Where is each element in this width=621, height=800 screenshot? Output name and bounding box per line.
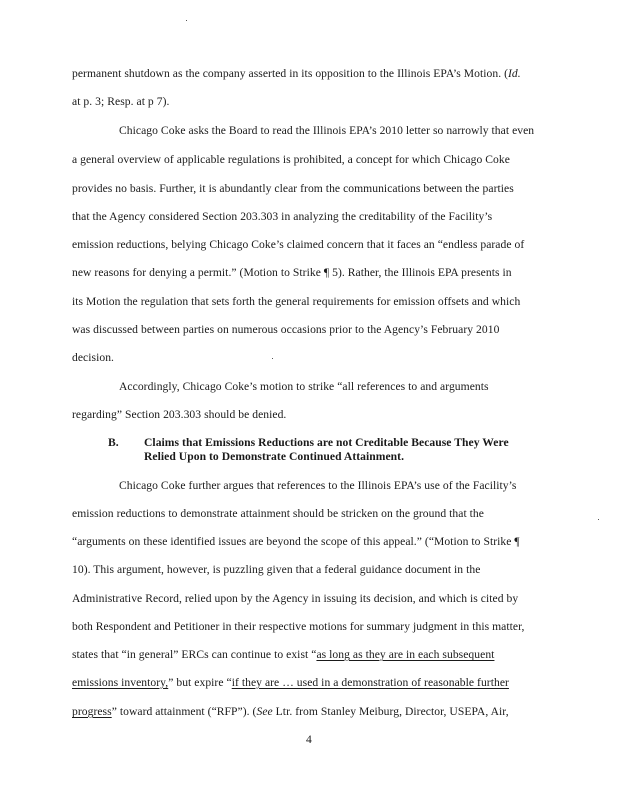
underlined-quote: progress	[72, 705, 112, 718]
citation-id: Id.	[508, 67, 521, 80]
section-letter: B.	[108, 436, 119, 449]
body-text-line: that the Agency considered Section 203.303 in analyzing the creditability of the Facility’s	[72, 210, 493, 223]
body-text-line: new reasons for denying a permit.” (Motion to Strike ¶ 5). Rather, the Illinois EPA presents in	[72, 266, 512, 279]
body-text-line: regarding” Section 203.303 should be denied.	[72, 408, 287, 421]
body-text-line: both Respondent and Petitioner in their respective motions for summary judgment in this matter,	[72, 620, 525, 633]
body-text-line: Administrative Record, relied upon by the Agency in issuing its decision, and which is cited by	[72, 592, 519, 605]
scan-speck	[272, 358, 273, 359]
body-text-line: at p. 3; Resp. at p 7).	[72, 95, 170, 108]
body-text-line: emission reductions to demonstrate attainment should be stricken on the ground that the	[72, 507, 484, 520]
underlined-quote: emissions inventory,	[72, 676, 169, 689]
text-run: permanent shutdown as the company asserted in its opposition to the Illinois EPA’s Motion. (	[72, 67, 509, 80]
body-text-line	[72, 705, 509, 719]
underlined-quote: as long as they are in each subsequent	[316, 648, 495, 661]
body-text-line: its Motion the regulation that sets forth the general requirements for emission offsets and which	[72, 295, 521, 308]
section-heading-line: Relied Upon to Demonstrate Continued Attainment.	[144, 450, 405, 463]
citation-signal: See	[256, 705, 273, 718]
page-number: 4	[306, 733, 312, 746]
body-text-line: provides no basis. Further, it is abundantly clear from the communications between the parties	[72, 182, 514, 195]
scan-speck	[186, 20, 187, 21]
body-text-line: “arguments on these identified issues are beyond the scope of this appeal.” (“Motion to Strike ¶	[72, 535, 520, 548]
body-text-line: was discussed between parties on numerous occasions prior to the Agency’s February 2010	[72, 323, 500, 336]
body-text-line: Accordingly, Chicago Coke’s motion to strike “all references to and arguments	[119, 380, 489, 393]
scan-speck	[598, 519, 599, 520]
body-text-line: Chicago Coke asks the Board to read the Illinois EPA’s 2010 letter so narrowly that even	[119, 124, 535, 137]
body-text-line: a general overview of applicable regulations is prohibited, a concept for which Chicago Coke	[72, 153, 510, 166]
body-text-line: emission reductions, belying Chicago Coke’s claimed concern that it faces an “endless parade of	[72, 238, 525, 251]
text-run: ” toward attainment (“RFP”). (	[111, 705, 257, 718]
text-run: ” but expire “	[168, 676, 232, 689]
body-text-line	[72, 676, 509, 690]
body-text-line	[72, 67, 521, 81]
text-run: states that “in general” ERCs can continue to exist “	[72, 648, 317, 661]
body-text-line: Chicago Coke further argues that references to the Illinois EPA’s use of the Facility’s	[119, 479, 517, 492]
underlined-quote: if they are … used in a demonstration of reasonable further	[231, 676, 509, 689]
body-text-line	[72, 648, 494, 662]
body-text-line: 10). This argument, however, is puzzling given that a federal guidance document in the	[72, 563, 481, 576]
body-text-line: decision.	[72, 351, 114, 364]
text-run: Ltr. from Stanley Meiburg, Director, USEPA, Air,	[272, 705, 509, 718]
section-heading-line: Claims that Emissions Reductions are not Creditable Because They Were	[144, 436, 509, 449]
